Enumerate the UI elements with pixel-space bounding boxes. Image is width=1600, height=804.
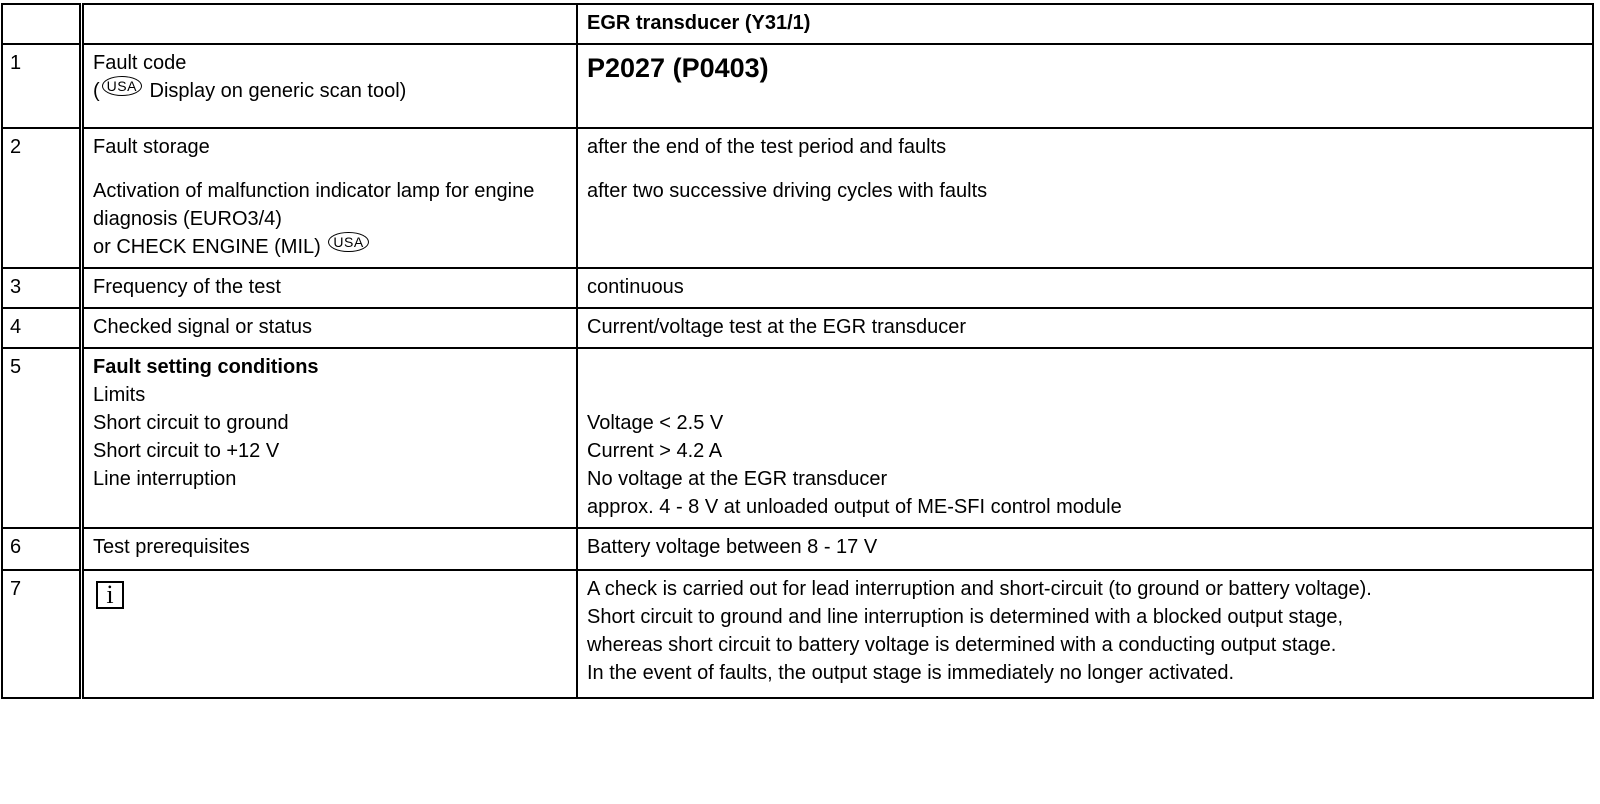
row-label: Test prerequisites — [82, 528, 578, 570]
note-line: A check is carried out for lead interruption and short-circuit (to ground or battery voltage). — [587, 578, 1372, 600]
table-row — [2, 44, 1593, 128]
mil-activation-value: after two successive driving cycles with faults — [587, 180, 988, 202]
fault-spec-table — [1, 3, 1594, 699]
table-row — [2, 348, 1593, 528]
condition-label: Limits — [93, 384, 146, 406]
condition-label: Line interruption — [93, 468, 237, 490]
row-label: Checked signal or status — [82, 308, 578, 348]
row-value: Battery voltage between 8 - 17 V — [577, 528, 1593, 570]
row-label — [82, 128, 578, 268]
condition-label: Short circuit to ground — [93, 412, 289, 434]
scan-tool-note — [93, 77, 567, 105]
row-value — [577, 570, 1593, 698]
header-label-cell — [82, 4, 578, 44]
row-value — [577, 128, 1593, 268]
condition-value: No voltage at the EGR transducer — [587, 468, 888, 490]
table-row — [2, 268, 1593, 308]
header-number-cell — [2, 4, 82, 44]
row-number: 6 — [2, 528, 82, 570]
table-row — [2, 570, 1593, 698]
table-header-row — [2, 4, 1593, 44]
fault-conditions-heading: Fault setting conditions — [93, 356, 319, 378]
scan-tool-text: Display on generic scan tool) — [149, 80, 407, 102]
row-number: 3 — [2, 268, 82, 308]
condition-value: approx. 4 - 8 V at unloaded output of ME-SFI control module — [587, 496, 1122, 518]
usa-badge-icon: USA — [102, 76, 142, 96]
row-number: 1 — [2, 44, 82, 128]
check-engine-label — [93, 233, 567, 261]
fault-code-value: P2027 (P0403) — [587, 53, 769, 83]
note-line: Short circuit to ground and line interruption is determined with a blocked output stage, — [587, 606, 1343, 628]
info-icon: i — [96, 581, 124, 609]
table-row — [2, 128, 1593, 268]
condition-value: Voltage < 2.5 V — [587, 412, 724, 434]
row-value: Current/voltage test at the EGR transducer — [577, 308, 1593, 348]
table-row — [2, 308, 1593, 348]
fault-storage-value: after the end of the test period and faults — [587, 136, 947, 158]
row-label — [82, 348, 578, 528]
note-line: In the event of faults, the output stage is immediately no longer activated. — [587, 662, 1235, 684]
row-number: 4 — [2, 308, 82, 348]
condition-label: Short circuit to +12 V — [93, 440, 280, 462]
check-engine-text: or CHECK ENGINE (MIL) — [93, 236, 321, 258]
row-number: 5 — [2, 348, 82, 528]
row-label — [82, 44, 578, 128]
condition-value: Current > 4.2 A — [587, 440, 723, 462]
row-number: 2 — [2, 128, 82, 268]
row-value: continuous — [577, 268, 1593, 308]
row-value — [577, 348, 1593, 528]
row-number: 7 — [2, 570, 82, 698]
row-value — [577, 44, 1593, 128]
open-paren: ( — [93, 80, 100, 102]
header-title: EGR transducer (Y31/1) — [577, 4, 1593, 44]
row-label: Frequency of the test — [82, 268, 578, 308]
note-line: whereas short circuit to battery voltage is determined with a conducting output stage. — [587, 634, 1337, 656]
fault-storage-label: Fault storage — [93, 136, 210, 158]
row-label — [82, 570, 578, 698]
usa-badge-icon: USA — [328, 232, 368, 252]
mil-activation-label: Activation of malfunction indicator lamp for engine diagnosis (EURO3/4) — [93, 180, 535, 230]
fault-code-label: Fault code — [93, 52, 187, 74]
table-row — [2, 528, 1593, 570]
